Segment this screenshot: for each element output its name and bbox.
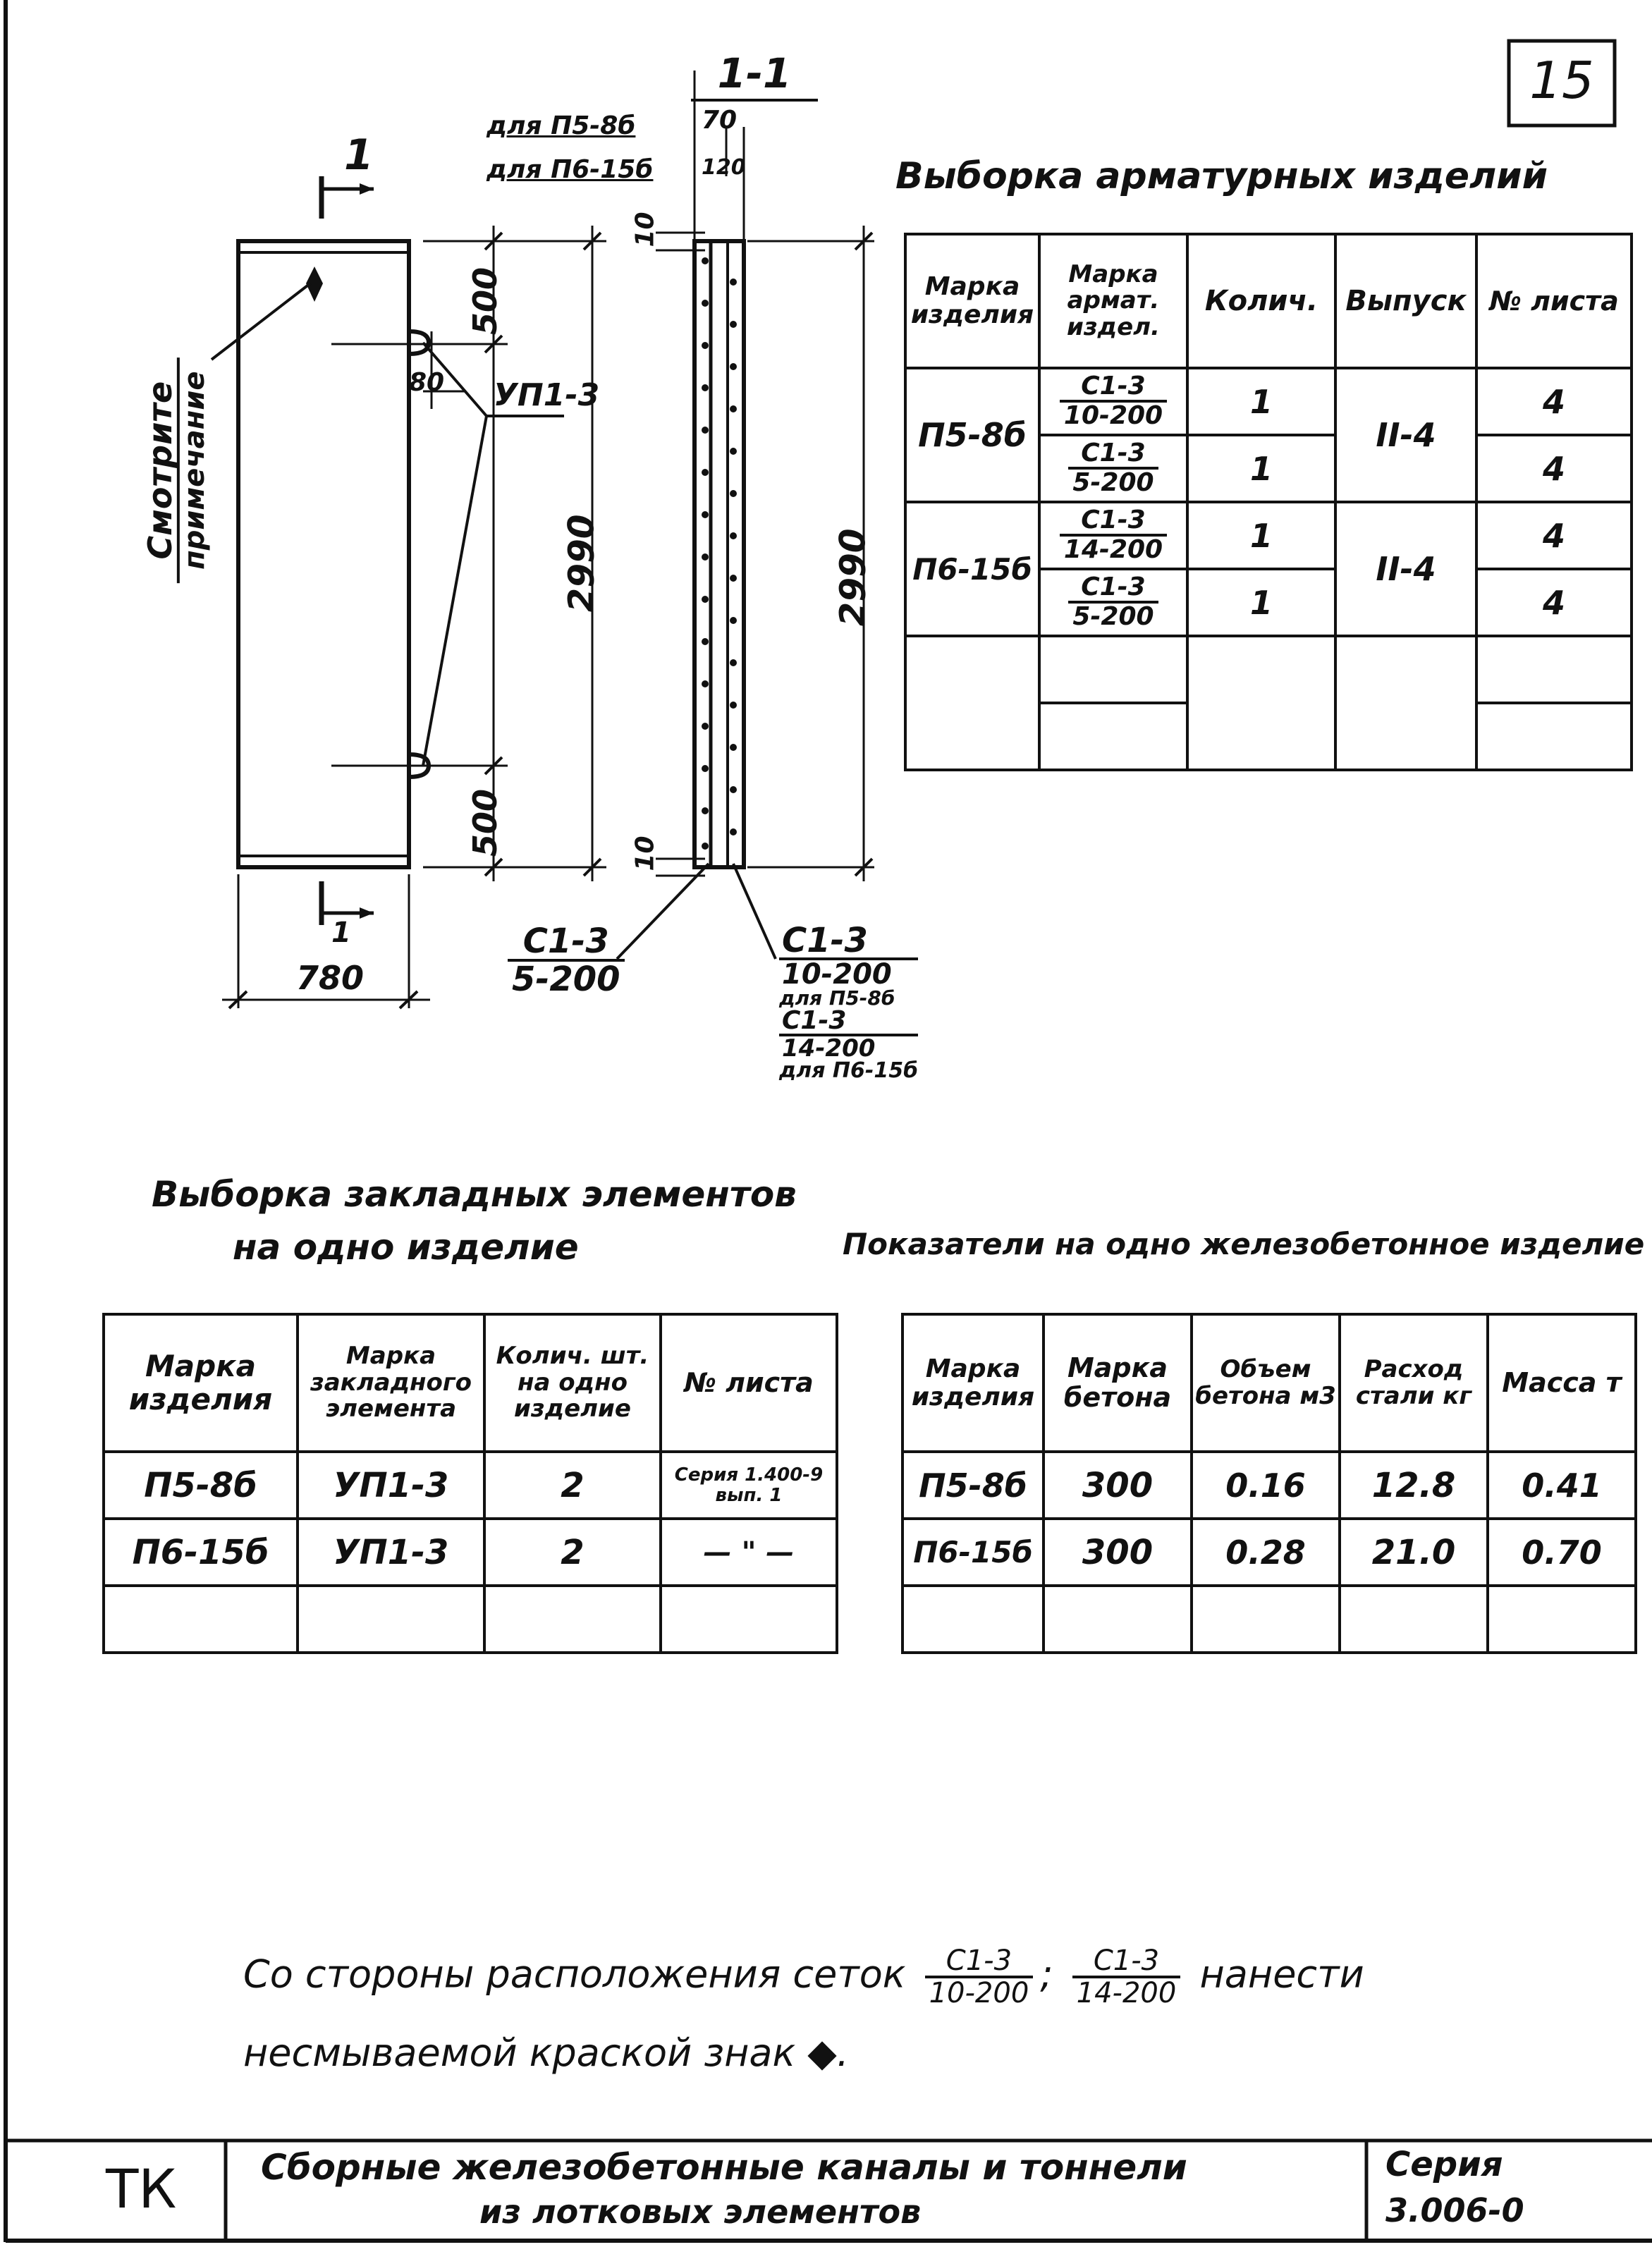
- note-frac1-den: 10-200: [929, 1977, 1029, 2009]
- rebar-header-item: Марка армат. издел.: [1039, 234, 1187, 368]
- indicators-header-mass: Масса т: [1488, 1314, 1636, 1452]
- mesh-right-num: С1-3: [779, 924, 918, 960]
- table-row: [104, 1452, 837, 1519]
- title-block-code: ТК: [106, 2157, 177, 2220]
- note-frac1-num: С1-3: [925, 1946, 1034, 1978]
- cut-mark-top-label: 1: [344, 130, 374, 180]
- dim-500-top: 500: [466, 267, 505, 336]
- rebar-issue-3: II-4: [1335, 502, 1476, 636]
- indicators-cell: 12.8: [1340, 1452, 1488, 1519]
- indicators-header-volume: Объем бетона м3: [1192, 1314, 1340, 1452]
- table-row: [905, 502, 1632, 569]
- rebar-qty-3: 1: [1187, 502, 1335, 569]
- embedded-cell: 2: [484, 1452, 661, 1519]
- section-note-value-2: 120: [702, 155, 746, 180]
- rebar-item-1: $\frac{С1-3}{10-200}$: [1039, 368, 1187, 435]
- cut-mark-bottom-label: 1: [331, 917, 351, 949]
- title-block-series-label: Серия: [1385, 2145, 1503, 2184]
- embedded-table-title-1: Выборка закладных элементов: [152, 1174, 797, 1215]
- section-title: 1-1: [717, 49, 792, 97]
- mesh-right-num2: С1-3: [779, 1008, 918, 1036]
- embedded-cell: П6-15б: [104, 1519, 298, 1586]
- rebar-header-issue: Выпуск: [1335, 234, 1476, 368]
- rebar-item-2: $\frac{С1-3}{5-200}$: [1039, 435, 1187, 502]
- indicators-cell: 0.16: [1192, 1452, 1340, 1519]
- rebar-qty-1: 1: [1187, 368, 1335, 435]
- note-text-before: Со стороны расположения сеток: [243, 1952, 906, 1997]
- note-line-2: несмываемой краской знак ◆.: [243, 2031, 849, 2075]
- rebar-issue-1: II-4: [1335, 368, 1476, 502]
- note-frac2-den: 14-200: [1076, 1977, 1177, 2009]
- note-line-1: Со стороны расположения сеток $\frac{С1-3}{10-200}$ ; $\frac{С1-3}{14-200}$ нанести: [243, 1945, 1364, 2009]
- embedded-cell: УП1-3: [298, 1519, 484, 1586]
- mesh-right-label: [779, 921, 919, 1083]
- indicators-cell: 300: [1044, 1452, 1192, 1519]
- indicators-header-product: Марка изделия: [903, 1314, 1044, 1452]
- indicators-cell: 21.0: [1340, 1519, 1488, 1586]
- embedded-header-element: Марка закладного элемента: [298, 1314, 484, 1452]
- rebar-item-3: $\frac{С1-3}{14-200}$: [1039, 502, 1187, 569]
- embedded-cell: 2: [484, 1519, 661, 1586]
- mesh-left-num: С1-3: [508, 924, 625, 962]
- embedded-cell: Серия 1.400-9 вып. 1: [661, 1452, 837, 1519]
- dim-2990-left: 2990: [561, 514, 602, 613]
- table-row: [905, 636, 1632, 703]
- mesh-right-note1: для П5-8б: [779, 986, 895, 1010]
- embedded-table: [102, 1313, 838, 1654]
- embedded-cell: УП1-3: [298, 1452, 484, 1519]
- embedded-header-qty: Колич. шт. на одно изделие: [484, 1314, 661, 1452]
- section-note-label-2: для П6-15б: [487, 155, 654, 184]
- table-row: [104, 1519, 837, 1586]
- indicators-table-title: Показатели на одно железобетонное изделие: [843, 1227, 1645, 1261]
- rebar-header-sheet: № листа: [1476, 234, 1632, 368]
- indicators-cell: 300: [1044, 1519, 1192, 1586]
- rebar-sheet-1: 4: [1476, 368, 1632, 435]
- note-reference: [134, 338, 219, 570]
- table-row: [903, 1452, 1636, 1519]
- embedded-cell: — " —: [661, 1519, 837, 1586]
- indicators-cell: П6-15б: [903, 1519, 1044, 1586]
- embedded-header-sheet: № листа: [661, 1314, 837, 1452]
- sheet-number: 15: [1529, 51, 1594, 110]
- rebar-table: [904, 233, 1633, 771]
- dim-780: 780: [296, 959, 365, 997]
- rebar-header-qty: Колич.: [1187, 234, 1335, 368]
- rebar-header-product: Марка изделия: [905, 234, 1039, 368]
- mesh-right-den: 10-200: [782, 958, 892, 991]
- rebar-qty-2: 1: [1187, 435, 1335, 502]
- section-note-value-1: 70: [702, 106, 738, 135]
- rebar-sheet-3: 4: [1476, 502, 1632, 569]
- note-reference-top: Смотрите: [143, 357, 180, 583]
- rebar-product-1: П5-8б: [905, 368, 1039, 502]
- section-note-label-1: для П5-8б: [487, 111, 636, 140]
- indicators-header-concrete: Марка бетона: [1044, 1314, 1192, 1452]
- dim-10-bottom: 10: [630, 835, 660, 871]
- title-block-series-value: 3.006-0: [1385, 2191, 1524, 2229]
- indicators-cell: 0.28: [1192, 1519, 1340, 1586]
- table-row: [903, 1586, 1636, 1653]
- title-block-line-2: из лотковых элементов: [479, 2193, 922, 2231]
- mesh-left-label: [508, 924, 625, 999]
- table-row: [104, 1586, 837, 1653]
- mesh-left-den: 5-200: [512, 960, 620, 1000]
- embedded-table-title-2: на одно изделие: [233, 1227, 579, 1268]
- table-row: [903, 1519, 1636, 1586]
- indicators-cell: П5-8б: [903, 1452, 1044, 1519]
- embedded-header-product: Марка изделия: [104, 1314, 298, 1452]
- dim-500-bottom: 500: [466, 788, 505, 857]
- embedded-cell: П5-8б: [104, 1452, 298, 1519]
- table-row: [905, 368, 1632, 435]
- rebar-sheet-2: 4: [1476, 435, 1632, 502]
- rebar-product-3: П6-15б: [905, 502, 1039, 636]
- title-block-line-1: Сборные железобетонные каналы и тоннели: [261, 2147, 1187, 2188]
- dim-10-top: 10: [630, 212, 660, 247]
- indicators-cell: 0.70: [1488, 1519, 1636, 1586]
- rebar-table-title: Выборка арматурных изделий: [895, 155, 1548, 197]
- note-text-after: нанести: [1199, 1952, 1364, 1997]
- rebar-item-4: $\frac{С1-3}{5-200}$: [1039, 569, 1187, 636]
- mesh-right-note2: для П6-15б: [779, 1058, 919, 1083]
- mesh-right-den2: 14-200: [782, 1034, 876, 1063]
- indicators-cell: 0.41: [1488, 1452, 1636, 1519]
- note-reference-bottom: примечание: [178, 371, 212, 570]
- rebar-sheet-4: 4: [1476, 569, 1632, 636]
- indicators-table: [901, 1313, 1637, 1654]
- loop-label: УП1-3: [494, 377, 600, 413]
- dim-2990-right: 2990: [832, 528, 874, 627]
- dim-80: 80: [409, 368, 445, 397]
- rebar-qty-4: 1: [1187, 569, 1335, 636]
- note-frac2-num: С1-3: [1072, 1946, 1181, 1978]
- indicators-header-steel: Расход стали кг: [1340, 1314, 1488, 1452]
